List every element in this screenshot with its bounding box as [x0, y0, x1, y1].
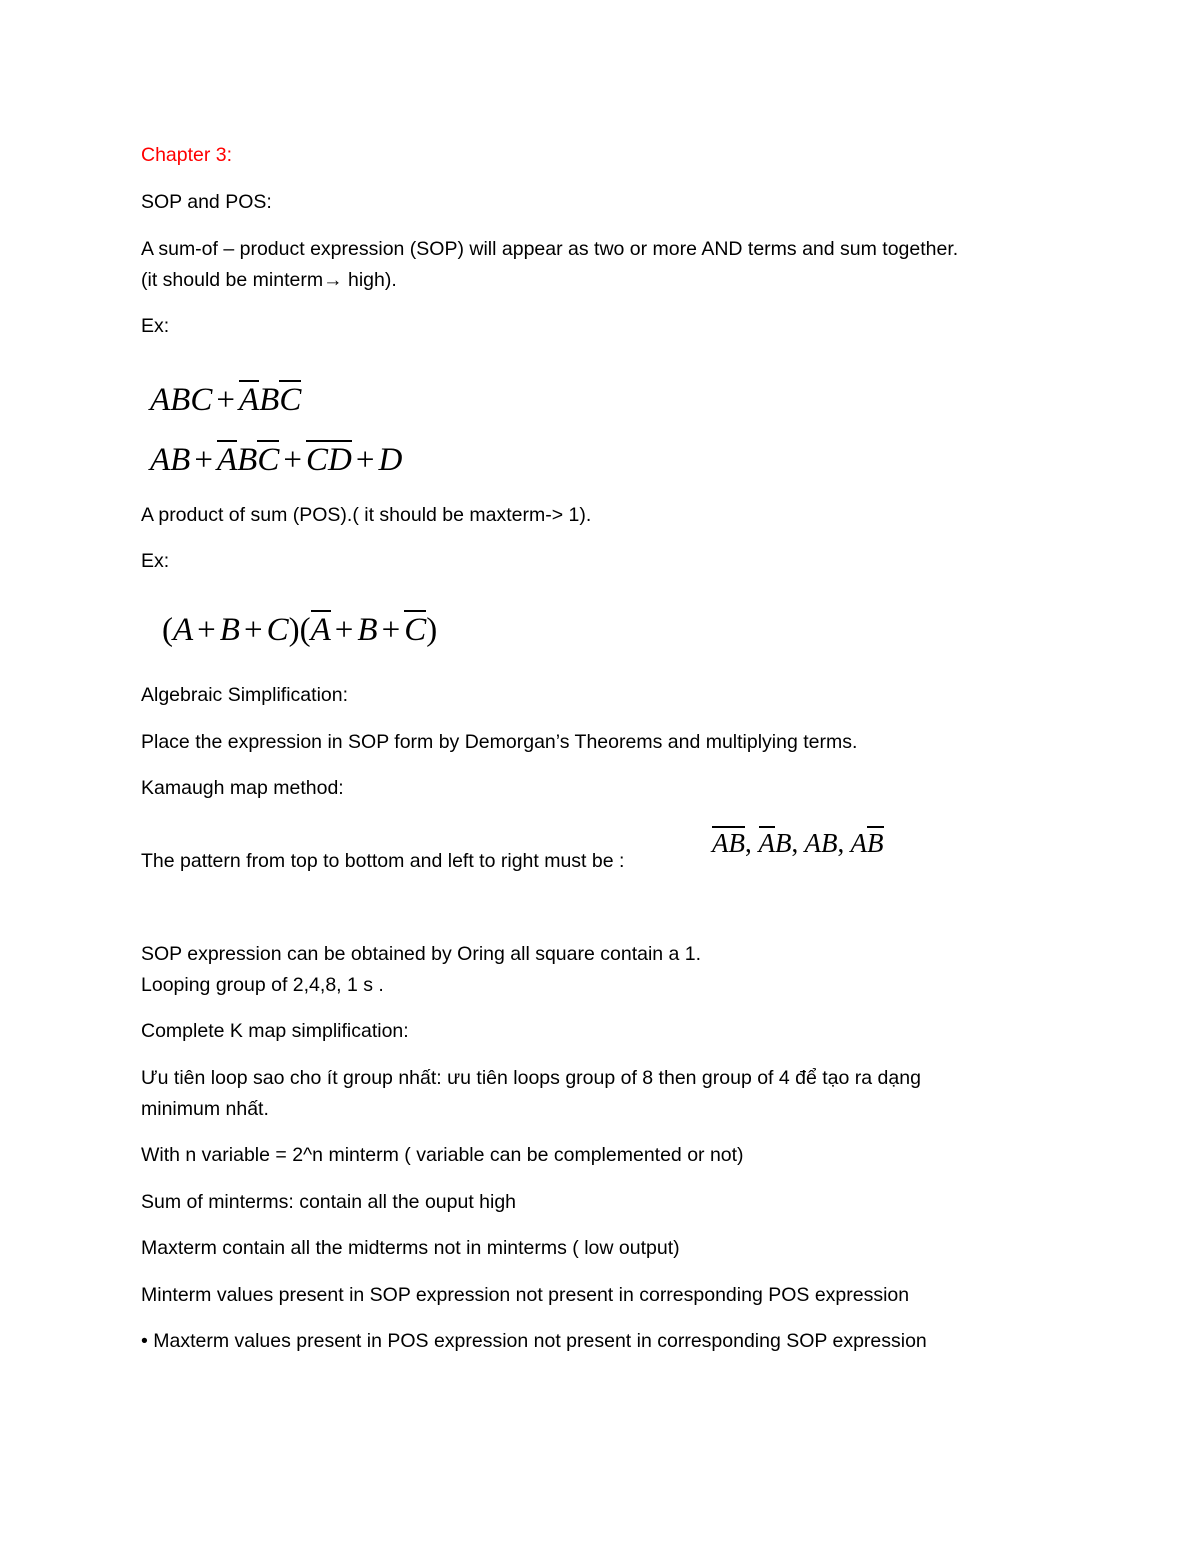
minterm-values-text: Minterm values present in SOP expression not present in corresponding POS expression [141, 1284, 910, 1306]
sop-definition-line2-text: (it should be minterm [141, 269, 324, 291]
sop-definition-line2-end: high). [342, 269, 397, 291]
n-variable-text: With n variable = 2^n minterm ( variable can be complemented or not) [141, 1144, 744, 1166]
sop-oring-text: SOP expression can be obtained by Oring all square contain a 1. [141, 943, 702, 965]
pos-definition: A product of sum (POS).( it should be maxterm-> 1). [141, 504, 592, 526]
maxterm-values-text: • Maxterm values present in POS expression not present in corresponding SOP expression [141, 1330, 927, 1352]
chapter-title: Chapter 3: [141, 144, 233, 166]
kmap-heading: Kamaugh map method: [141, 777, 344, 799]
pattern-text: The pattern from top to bottom and left to right must be : [141, 850, 625, 872]
sum-of-minterms-text: Sum of minterms: contain all the ouput high [141, 1191, 517, 1213]
sop-pos-heading: SOP and POS: [141, 191, 272, 213]
maxterm-contain-text: Maxterm contain all the midterms not in minterms ( low output) [141, 1237, 680, 1259]
pos-example-expression: (A + B + C)(A + B + C) [162, 612, 438, 648]
complete-kmap-heading: Complete K map simplification: [141, 1020, 409, 1042]
sop-example-expression-1: ABC + ABC [150, 382, 302, 418]
algebraic-text: Place the expression in SOP form by Demorgan’s Theorems and multiplying terms. [141, 731, 858, 753]
priority-text-line2: minimum nhất. [141, 1098, 269, 1120]
priority-text-line1: Ưu tiên loop sao cho ít group nhất: ưu tiên loops group of 8 then group of 4 để tạo ra dạng [141, 1067, 921, 1089]
looping-text: Looping group of 2,4,8, 1 s . [141, 974, 384, 996]
right-arrow-icon: → [323, 269, 343, 291]
algebraic-heading: Algebraic Simplification: [141, 684, 349, 706]
kmap-pattern-expression: AB, AB, AB, AB [712, 828, 884, 858]
sop-example-expression-2: AB + ABC + CD + D [150, 442, 403, 478]
example-label-1: Ex: [141, 315, 170, 337]
example-label-2: Ex: [141, 550, 170, 572]
sop-definition-line1: A sum-of – product expression (SOP) will appear as two or more AND terms and sum together. [141, 238, 959, 260]
sop-definition-line2 [141, 265, 397, 296]
